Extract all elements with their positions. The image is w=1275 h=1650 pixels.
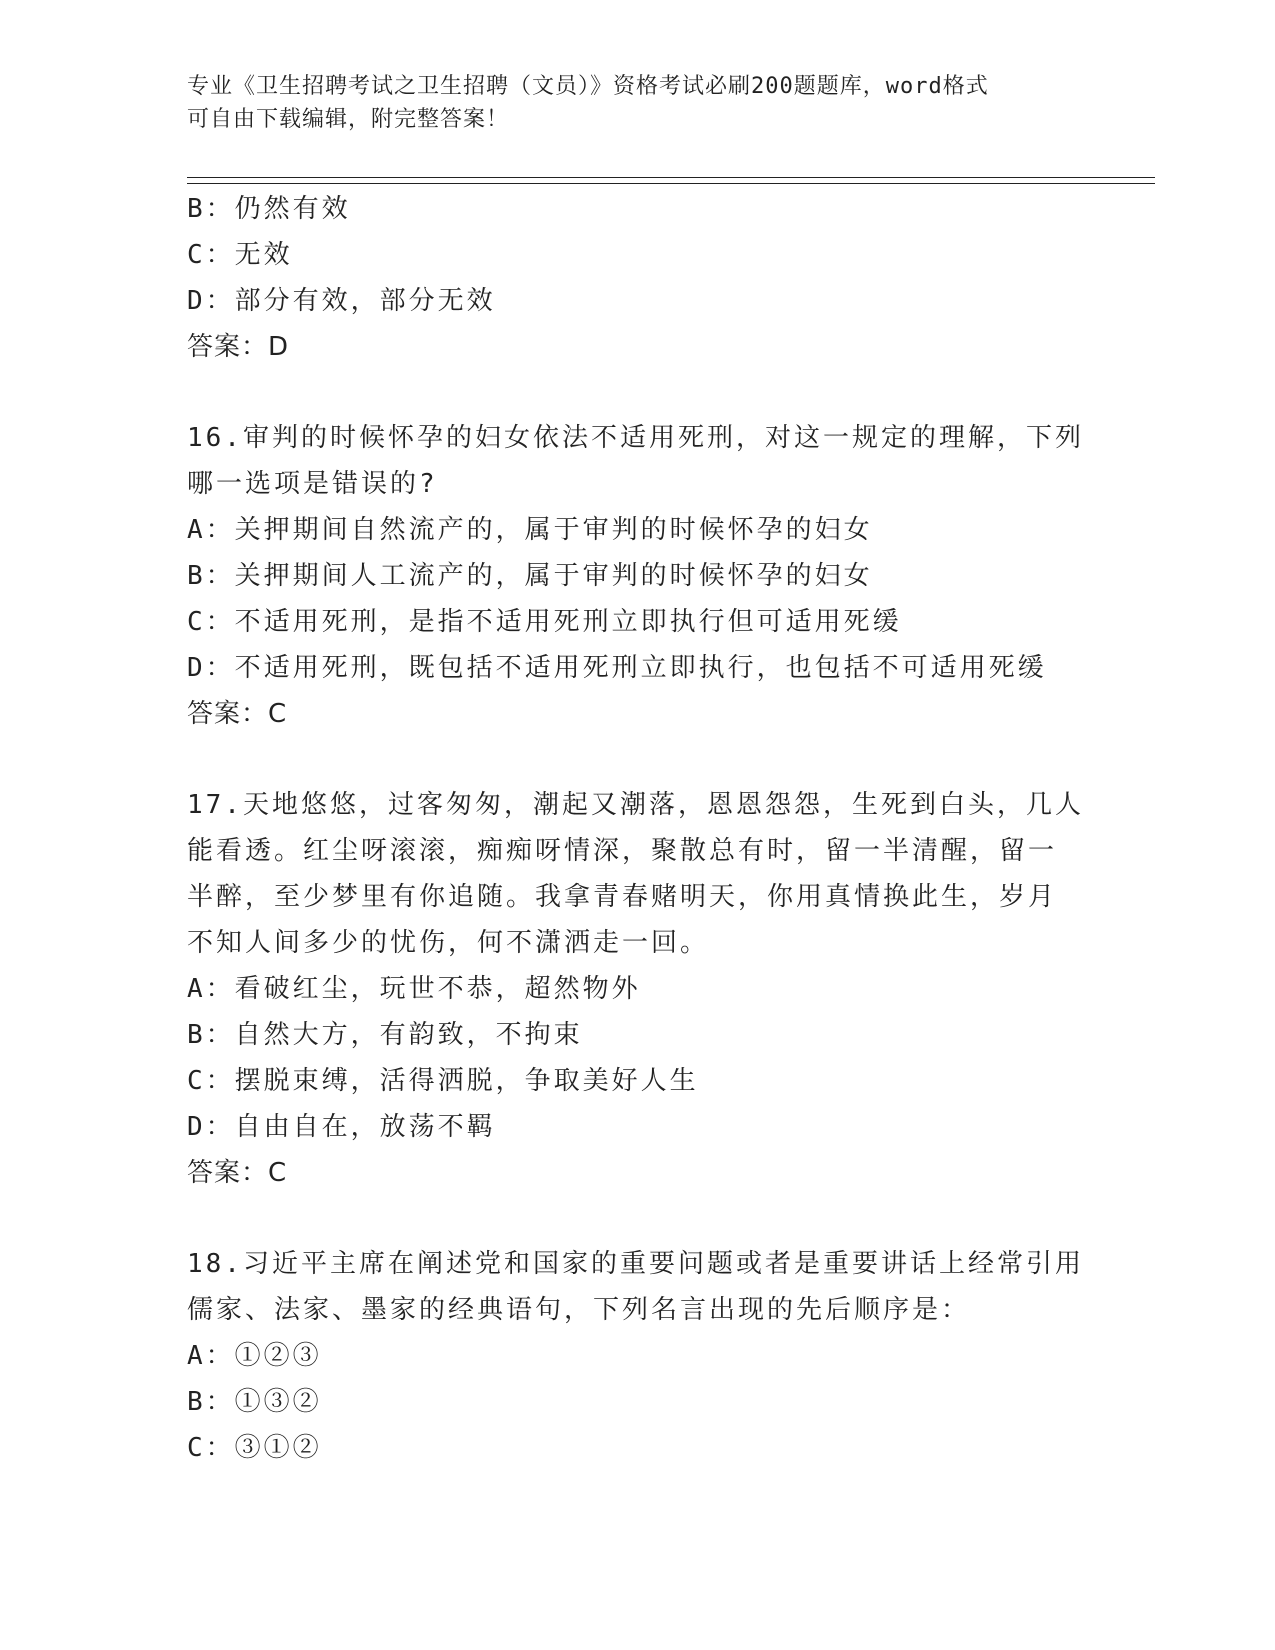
header-line-2: 可自由下载编辑，附完整答案！ bbox=[187, 107, 510, 132]
question-text-line: 17.天地悠悠，过客匆匆，潮起又潮落，恩恩怨怨，生死到白头，几人 bbox=[187, 790, 1084, 820]
question-text-line: 半醉，至少梦里有你追随。我拿青春赌明天，你用真情换此生，岁月 bbox=[187, 882, 1058, 912]
option-b: B：①③② bbox=[187, 1387, 322, 1417]
option-d: D：部分有效，部分无效 bbox=[187, 286, 496, 316]
answer: 答案：C bbox=[187, 699, 288, 729]
spacer bbox=[187, 1196, 1087, 1241]
question-text-line: 哪一选项是错误的? bbox=[187, 469, 438, 499]
question-15 bbox=[187, 186, 1087, 370]
option-c: C：摆脱束缚，活得洒脱，争取美好人生 bbox=[187, 1066, 699, 1096]
question-list bbox=[187, 186, 1087, 1471]
spacer bbox=[187, 737, 1087, 782]
option-b: B：自然大方，有韵致，不拘束 bbox=[187, 1020, 583, 1050]
question-text-line: 18.习近平主席在阐述党和国家的重要问题或者是重要讲话上经常引用 bbox=[187, 1249, 1084, 1279]
header-line-1: 专业《卫生招聘考试之卫生招聘（文员）》资格考试必刷200题题库，word格式 bbox=[187, 74, 989, 99]
question-16 bbox=[187, 415, 1087, 737]
question-text-line: 能看透。红尘呀滚滚，痴痴呀情深，聚散总有时，留一半清醒，留一 bbox=[187, 836, 1058, 866]
option-a: A：看破红尘，玩世不恭，超然物外 bbox=[187, 974, 641, 1004]
option-b: B：关押期间人工流产的，属于审判的时候怀孕的妇女 bbox=[187, 561, 873, 591]
option-d: D：自由自在，放荡不羁 bbox=[187, 1112, 496, 1142]
question-text-line: 不知人间多少的忧伤，何不潇洒走一回。 bbox=[187, 928, 710, 958]
spacer bbox=[187, 370, 1087, 415]
question-text-line: 16.审判的时候怀孕的妇女依法不适用死刑，对这一规定的理解，下列 bbox=[187, 423, 1084, 453]
option-c: C：无效 bbox=[187, 240, 293, 270]
question-18 bbox=[187, 1241, 1087, 1471]
option-a: A：①②③ bbox=[187, 1341, 322, 1371]
header-divider bbox=[187, 177, 1155, 184]
option-c: C：不适用死刑，是指不适用死刑立即执行但可适用死缓 bbox=[187, 607, 902, 637]
page-header bbox=[187, 70, 1067, 136]
option-a: A：关押期间自然流产的，属于审判的时候怀孕的妇女 bbox=[187, 515, 873, 545]
option-b: B：仍然有效 bbox=[187, 194, 351, 224]
answer: 答案：D bbox=[187, 332, 290, 362]
question-17 bbox=[187, 782, 1087, 1196]
option-c: C：③①② bbox=[187, 1433, 322, 1463]
answer: 答案：C bbox=[187, 1158, 288, 1188]
question-text-line: 儒家、法家、墨家的经典语句，下列名言出现的先后顺序是： bbox=[187, 1295, 971, 1325]
option-d: D：不适用死刑，既包括不适用死刑立即执行，也包括不可适用死缓 bbox=[187, 653, 1047, 683]
